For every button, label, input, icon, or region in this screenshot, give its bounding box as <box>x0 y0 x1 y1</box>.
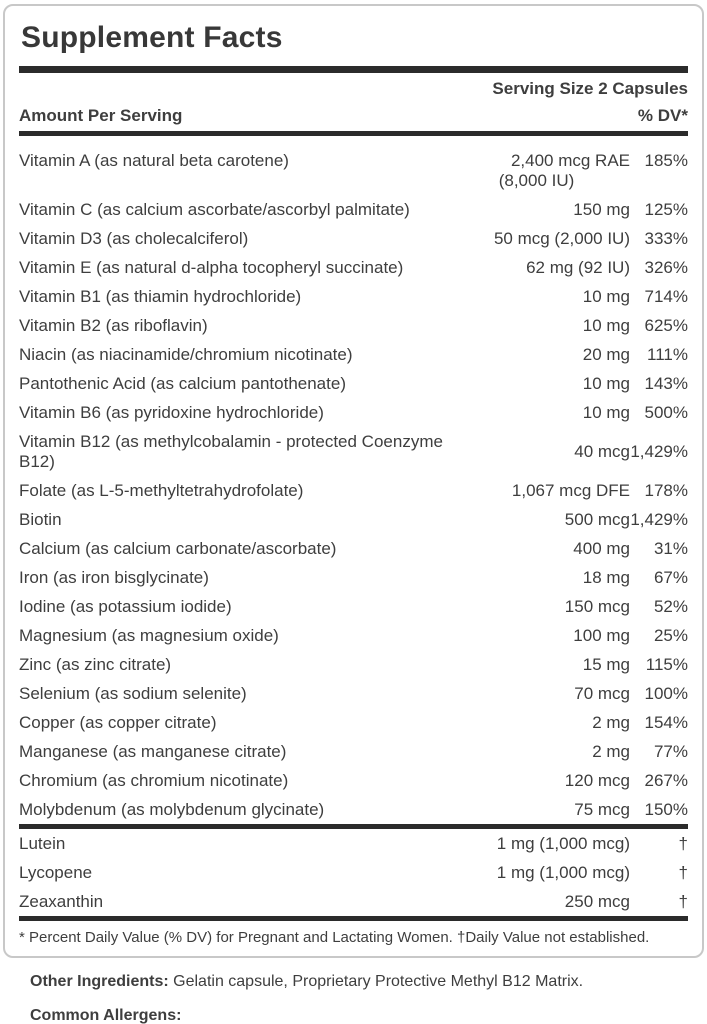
nutrient-dv: 125% <box>644 199 688 219</box>
other-ingredients-line <box>30 972 707 992</box>
nutrient-row <box>17 282 690 311</box>
thick-divider <box>19 66 688 73</box>
thick-divider <box>19 916 688 921</box>
nutrient-dv: 154% <box>644 712 688 732</box>
nutrient-name: Zinc (as zinc citrate) <box>19 654 172 674</box>
footnote: * Percent Daily Value (% DV) for Pregnant and Lactating Women. †Daily Value not established. <box>19 929 650 946</box>
nutrient-name: Iodine (as potassium iodide) <box>19 596 232 616</box>
nutrient-name: Magnesium (as magnesium oxide) <box>19 625 279 645</box>
nutrient-name: Vitamin D3 (as cholecalciferol) <box>19 228 249 248</box>
nutrient-row <box>17 311 690 340</box>
nutrient-row <box>17 887 690 916</box>
nutrient-amount: 40 mcg <box>574 441 630 461</box>
nutrient-row <box>17 369 690 398</box>
nutrient-row <box>17 829 690 858</box>
nutrient-dv: 100% <box>644 683 688 703</box>
nutrient-amount: 50 mcg (2,000 IU) <box>493 228 630 248</box>
nutrient-name: Biotin <box>19 509 62 529</box>
other-ingredients-label: Other Ingredients: <box>30 973 169 990</box>
nutrient-amount: 150 mg <box>573 199 630 219</box>
nutrient-name: Vitamin B2 (as riboflavin) <box>19 315 208 335</box>
nutrient-row <box>17 534 690 563</box>
nutrient-row <box>17 146 690 195</box>
nutrient-row <box>17 650 690 679</box>
nutrient-row <box>17 476 690 505</box>
nutrient-dv: 31% <box>653 538 688 558</box>
nutrient-row <box>17 858 690 887</box>
nutrient-name: Pantothenic Acid (as calcium pantothenate) <box>19 373 346 393</box>
nutrient-dv: 111% <box>647 344 688 364</box>
nutrient-row <box>17 766 690 795</box>
nutrient-dv: 326% <box>644 257 688 277</box>
panel-title: Supplement Facts <box>21 21 283 54</box>
nutrient-name: Calcium (as calcium carbonate/ascorbate) <box>19 538 337 558</box>
nutrient-dv: † <box>678 862 688 882</box>
nutrient-dv: 52% <box>653 596 688 616</box>
nutrient-dv: 115% <box>645 654 688 674</box>
nutrient-name: Zeaxanthin <box>19 891 104 911</box>
nutrient-name: Vitamin B6 (as pyridoxine hydrochloride) <box>19 402 324 422</box>
nutrient-amount: 10 mg <box>582 286 630 306</box>
nutrient-dv: † <box>678 891 688 911</box>
nutrient-amount: 62 mg (92 IU) <box>526 257 630 277</box>
nutrient-row <box>17 795 690 824</box>
nutrient-name: Vitamin A (as natural beta carotene) <box>19 150 289 170</box>
nutrient-amount: 2,400 mcg RAE (8,000 IU) <box>455 151 630 191</box>
nutrient-dv: 267% <box>644 770 688 790</box>
nutrient-name: Vitamin C (as calcium ascorbate/ascorbyl palmitate) <box>19 199 410 219</box>
nutrient-name: Vitamin B12 (as methylcobalamin - protected Coenzyme B12) <box>19 431 443 471</box>
nutrient-amount: 250 mcg <box>564 891 630 911</box>
nutrient-row <box>17 340 690 369</box>
nutrient-dv: 625% <box>644 315 688 335</box>
nutrient-row <box>17 253 690 282</box>
nutrient-amount: 100 mg <box>573 625 630 645</box>
nutrient-row <box>17 679 690 708</box>
nutrient-rows-main <box>17 146 690 824</box>
nutrient-dv: 25% <box>653 625 688 645</box>
nutrient-row <box>17 224 690 253</box>
nutrient-dv: 500% <box>644 402 688 422</box>
nutrient-amount-alt: (8,000 IU) <box>498 170 575 190</box>
thick-divider <box>19 131 688 136</box>
nutrient-dv: 150% <box>644 799 688 819</box>
nutrient-dv: 1,429% <box>630 441 688 461</box>
nutrient-name: Manganese (as manganese citrate) <box>19 741 287 761</box>
nutrient-name: Copper (as copper citrate) <box>19 712 217 732</box>
nutrient-name: Lycopene <box>19 862 93 882</box>
nutrient-name: Folate (as L-5-methyltetrahydrofolate) <box>19 480 304 500</box>
nutrient-dv: 1,429% <box>630 509 688 529</box>
nutrient-amount: 10 mg <box>582 315 630 335</box>
nutrient-amount: 75 mcg <box>574 799 630 819</box>
nutrient-amount: 10 mg <box>582 402 630 422</box>
nutrient-dv: † <box>678 833 688 853</box>
nutrient-dv: 77% <box>653 741 688 761</box>
nutrient-amount: 500 mcg <box>564 509 630 529</box>
nutrient-amount: 1,067 mcg DFE <box>511 480 630 500</box>
nutrient-amount: 150 mcg <box>564 596 630 616</box>
nutrient-dv: 143% <box>644 373 688 393</box>
nutrient-amount: 120 mcg <box>564 770 630 790</box>
nutrient-dv: 178% <box>644 480 688 500</box>
nutrient-name: Selenium (as sodium selenite) <box>19 683 247 703</box>
nutrient-amount: 18 mg <box>582 567 630 587</box>
additional-info <box>30 972 707 1024</box>
nutrient-row <box>17 427 690 476</box>
nutrient-amount: 400 mg <box>573 538 630 558</box>
nutrient-name: Vitamin B1 (as thiamin hydrochloride) <box>19 286 302 306</box>
supplement-facts-panel <box>3 4 704 958</box>
nutrient-name: Iron (as iron bisglycinate) <box>19 567 209 587</box>
nutrient-name: Niacin (as niacinamide/chromium nicotinate) <box>19 344 353 364</box>
nutrient-row <box>17 195 690 224</box>
amount-per-serving-header: Amount Per Serving <box>19 106 183 125</box>
common-allergens-label: Common Allergens: <box>30 1007 182 1024</box>
nutrient-amount: 10 mg <box>582 373 630 393</box>
nutrient-amount: 2 mg <box>592 741 630 761</box>
nutrient-name: Vitamin E (as natural d-alpha tocopheryl succinate) <box>19 257 404 277</box>
nutrient-row <box>17 708 690 737</box>
dv-header: % DV* <box>637 106 688 125</box>
nutrient-row <box>17 592 690 621</box>
nutrient-row <box>17 737 690 766</box>
nutrient-amount: 1 mg (1,000 mcg) <box>496 833 630 853</box>
nutrient-dv: 333% <box>644 228 688 248</box>
nutrient-row <box>17 563 690 592</box>
nutrient-row <box>17 398 690 427</box>
nutrient-amount: 70 mcg <box>574 683 630 703</box>
nutrient-name: Lutein <box>19 833 66 853</box>
nutrient-name: Chromium (as chromium nicotinate) <box>19 770 289 790</box>
nutrient-amount: 1 mg (1,000 mcg) <box>496 862 630 882</box>
nutrient-amount: 2 mg <box>592 712 630 732</box>
column-header-row <box>17 106 690 126</box>
nutrient-amount: 20 mg <box>582 344 630 364</box>
nutrient-row <box>17 621 690 650</box>
serving-size: Serving Size 2 Capsules <box>492 79 688 98</box>
nutrient-row <box>17 505 690 534</box>
nutrient-dv: 67% <box>653 567 688 587</box>
nutrient-dv: 714% <box>644 286 688 306</box>
other-ingredients-text: Gelatin capsule, Proprietary Protective Methyl B12 Matrix. <box>173 973 584 990</box>
nutrient-rows-secondary <box>17 829 690 916</box>
common-allergens-line <box>30 1006 707 1024</box>
nutrient-dv: 185% <box>644 150 688 170</box>
nutrient-amount: 15 mg <box>582 654 630 674</box>
nutrient-name: Molybdenum (as molybdenum glycinate) <box>19 799 325 819</box>
